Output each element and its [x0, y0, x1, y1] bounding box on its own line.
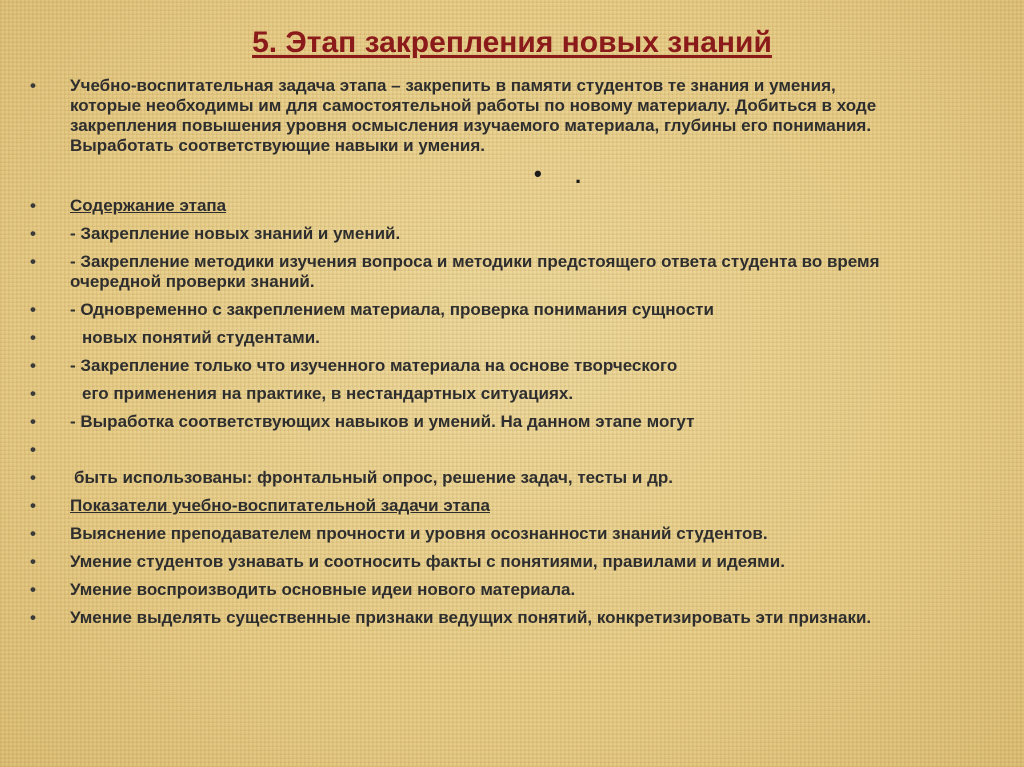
bullet-icon: • [30, 412, 36, 431]
indicators-heading: Показатели учебно-воспитательной задачи этапа [70, 496, 490, 515]
slide-title-text: 5. Этап закрепления новых знаний [252, 26, 772, 59]
list-item-text: Выяснение преподавателем прочности и уровня осознанности знаний студентов. [70, 524, 768, 543]
bullet-icon: • [30, 196, 36, 215]
list-item-text: быть использованы: фронтальный опрос, решение задач, тесты и др. [74, 468, 673, 487]
intro-item [30, 76, 910, 156]
bullet-icon: • [30, 552, 36, 571]
bullet-icon: • [30, 496, 36, 515]
list-item [30, 552, 910, 572]
content-heading-item [30, 196, 910, 216]
separator-big-dot: • [534, 161, 542, 186]
list-item-text: его применения на практике, в нестандартных ситуациях. [82, 384, 574, 403]
bullet-icon: • [30, 328, 36, 347]
bullet-icon: • [30, 468, 36, 487]
list-item-text: Умение воспроизводить основные идеи нового материала. [70, 580, 576, 599]
list-item-text: - Закрепление методики изучения вопроса и методики предстоящего ответа студента во время очередной проверки знаний. [70, 252, 880, 291]
bullet-icon: • [30, 356, 36, 375]
slide-title [0, 26, 1024, 60]
list-item [30, 412, 910, 432]
list-item [30, 384, 910, 404]
list-item-text: - Закрепление новых знаний и умений. [70, 224, 401, 243]
list-item-text: - Закрепление только что изученного материала на основе творческого [70, 356, 678, 375]
list-item [30, 524, 910, 544]
bullet-icon: • [30, 440, 36, 459]
list-item-text: новых понятий студентами. [82, 328, 320, 347]
list-item [30, 468, 910, 488]
list-item [30, 328, 910, 348]
bullet-icon: • [30, 76, 36, 95]
list-item [30, 580, 910, 600]
bullet-icon: • [30, 300, 36, 319]
bullet-icon: • [30, 608, 36, 627]
separator-dots [30, 161, 910, 188]
list-item [30, 224, 910, 244]
indicators-heading-item [30, 496, 910, 516]
list-item-empty [30, 440, 910, 460]
list-item [30, 608, 910, 628]
separator-small-dot: . [575, 163, 582, 188]
bullet-icon: • [30, 524, 36, 543]
bullet-icon: • [30, 384, 36, 403]
bullet-icon: • [30, 252, 36, 271]
list-item-text: - Выработка соответствующих навыков и умений. На данном этапе могут [70, 412, 695, 431]
list-item-text: - Одновременно с закреплением материала, проверка понимания сущности [70, 300, 714, 319]
list-item-text: Умение выделять существенные признаки ведущих понятий, конкретизировать эти признаки. [70, 608, 872, 627]
list-item [30, 252, 910, 292]
list-item-text: Умение студентов узнавать и соотносить факты с понятиями, правилами и идеями. [70, 552, 785, 571]
list-item [30, 300, 910, 320]
content-heading: Содержание этапа [70, 196, 227, 215]
bullet-icon: • [30, 224, 36, 243]
slide-content [30, 76, 910, 636]
list-item [30, 356, 910, 376]
bullet-icon: • [30, 580, 36, 599]
intro-text: Учебно-воспитательная задача этапа – закрепить в памяти студентов те знания и умения, которые необходимы им для самостоятельной работы по новому материалу. Добиться в ходе закрепления повышения уровня осмысления изучаемого материала, глубины его понимания. Выработать соответствующие навыки и умения. [70, 76, 877, 155]
